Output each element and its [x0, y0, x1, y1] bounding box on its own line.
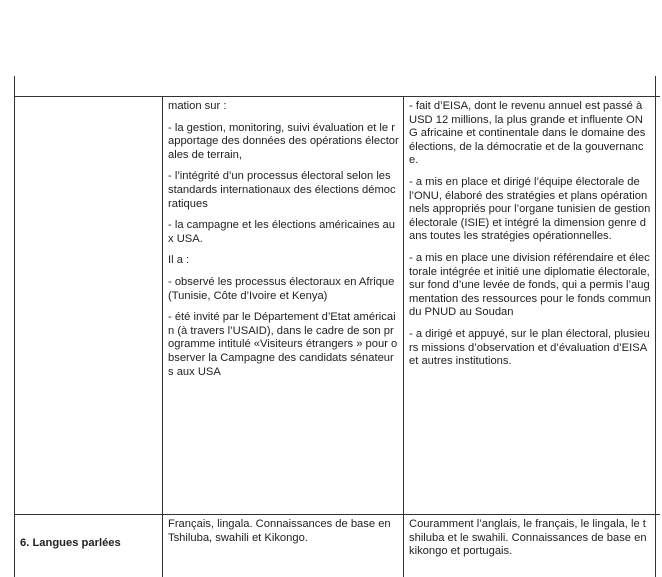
languages-label: 6. Langues parlées: [20, 537, 121, 549]
table-top-border: [14, 96, 660, 97]
paragraph: - a dirigé et appuyé, sur le plan électoral, plusieurs missions d’observation et d’évaluation d’EISA et autres institutions.: [409, 327, 650, 368]
paragraph: - observé les processus électoraux en Afrique (Tunisie, Côte d’Ivoire et Kenya): [168, 275, 395, 302]
paragraph: mation sur :: [168, 100, 227, 112]
column-divider-1: [162, 96, 163, 577]
paragraph: Il a :: [168, 254, 190, 267]
paragraph: - l’intégrité d’un processus électoral selon les standards internationaux des élections démocratiques: [168, 170, 396, 210]
paragraph: - la campagne et les élections américaines aux USA.: [168, 219, 395, 245]
paragraph: - a mis en place une division référendaire et électorale intégrée et initié une diplomatie électorale, sur fond d’une levée de fonds, qui a permis l’augmentation des ressources pour le fonds commun du PNUD au Soudan: [409, 251, 651, 319]
paragraph: - fait d’EISA, dont le revenu annuel est passé à USD 12 millions, la plus grande et influente ONG africaine et continentale dans le domaine des élections, de la démocratie et de la gouvernance.: [409, 100, 646, 167]
languages-right-cell: Couramment l’anglais, le français, le lingala, le tshiluba et le swahili. Connaissances de base en kikongo et portugais.: [409, 518, 647, 558]
experience-right-cell: [409, 100, 651, 377]
paragraph: - la gestion, monitoring, suivi évaluation et le rapportage des données des opérations électorales de terrain,: [168, 121, 399, 161]
row-divider: [14, 514, 660, 515]
experience-middle-cell: [168, 100, 399, 387]
paragraph: - été invité par le Département d’Etat américain (à travers l’USAID), dans le cadre de son programme intitulé «Visiteurs étrangers » pour observer la Campagne des candidats sénateurs aux USA: [168, 311, 398, 378]
table-right-border: [655, 76, 656, 577]
paragraph: - a mis en place et dirigé l’équipe électorale de l’ONU, élaboré des stratégies et plans opérationnels appropriés pour l’organe tunisien de gestion électorale (ISIE) et intégré la dimension genre dans toutes les stratégies opérationnelles.: [409, 175, 651, 243]
table-left-border: [14, 76, 15, 577]
column-divider-2: [403, 96, 404, 577]
languages-middle-cell: Français, lingala. Connaissances de base en Tshiluba, swahili et Kikongo.: [168, 518, 391, 544]
